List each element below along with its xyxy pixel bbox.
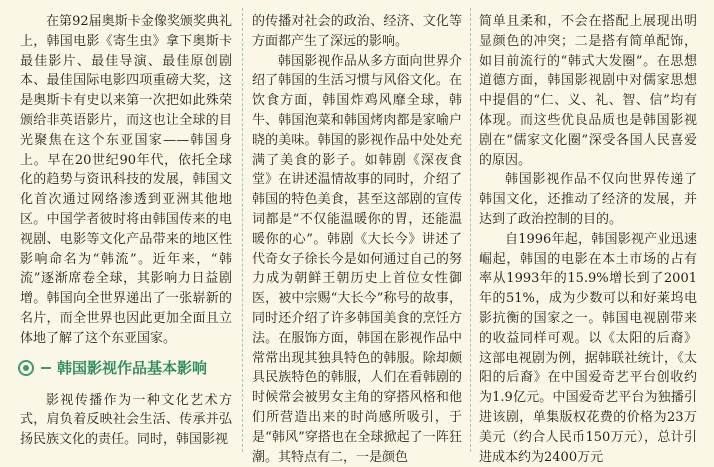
paragraph: 在第92届奥斯卡金像奖颁奖典礼上，韩国电影《寄生虫》拿下奥斯卡最佳影片、最佳导演、最佳原创剧本、最佳国际电影四项重磅大奖，这是奥斯卡有史以来第一次把如此殊荣颁给非英语影片，而这也让全球的目光聚焦在这个东亚国家——韩国身上。早在20世纪90年代，依托全球化的趋势与资讯科技的发展，韩国文化首次通过网络渗透到亚洲其他地区。中国学者彼时将由韩国传来的电视剧、电影等文化产品带来的地区性影响命名为“韩流”。近年来，“韩流”逐渐席卷全球，其影响力日益剧增。韩国向全世界递出了一张崭新的名片，而全世界也因此更加全面且立体地了解了这个东亚国家。 [20,14,232,346]
paragraph: 韩国影视作品不仅向世界传递了韩国文化，还推动了经济的发展，并达到了政治控制的目的。 [479,172,697,227]
section-heading-text: 韩国影视作品基本影响 [57,358,208,377]
text-column-2 [252,12,462,467]
text-column-1 [20,12,232,450]
paragraph: 韩国影视作品从多方面向世界介绍了韩国的生活习惯与风俗文化。在饮食方面，韩国炸鸡风靡全球，韩牛、韩国泡菜和韩国烤肉都是家喻户晓的美味。韩国的影视作品中处处充满了美食的影子。如韩剧《深夜食堂》在讲述温情故事的同时，介绍了韩国的特色美食，甚至这部剧的宣传词都是“不仅能温暖你的胃，还能温暖你的心”。韩剧《大长今》讲述了代奇女子徐长今是如何通过自己的努力成为朝鲜王朝历史上首位女性御医，被中宗赐“大长今”称号的故事，同时还介绍了许多韩国美食的烹饪方法。在服饰方面，韩国在影视作品中常常出现其独具特色的韩服。除却颇具民族特色的韩服，人们在看韩剧的时候常会被男女主角的穿搭风格和他们所营造出来的时尚感所吸引，于是“韩风”穿搭也在全球掀起了一阵狂潮。其特点有二，一是颜色 [252,53,462,465]
section-heading [18,358,232,378]
circle-dot-icon [18,360,34,376]
paragraph: 的传播对社会的政治、经济、文化等方面都产生了深远的影响。 [252,14,462,49]
text-column-3 [479,12,697,467]
dash-icon [41,367,51,369]
paragraph: 简单且柔和，不会在搭配上展现出明显颜色的冲突；二是搭有简单配饰，如目前流行的“韩式大发圈”。在思想道德方面，韩国影视剧中对儒家思想中提倡的“仁、义、礼、智、信”均有体现。而这些优良品质也是韩国影视剧在“儒家文化圈”深受各国人民喜爱的原因。 [479,14,697,168]
paragraph: 自1996年起，韩国影视产业迅速崛起，韩国的电影在本土市场的占有率从1993年的15.9%增长到了2001年的51%，成为少数可以和好莱坞电影抗衡的国家之一。韩国电视剧带来的收益同样可观。以《太阳的后裔》这部电视剧为例，据韩联社统计，《太阳的后裔》在中国爱奇艺平台创收约为1.9亿元。中国爱奇艺平台为独播引进该剧，单集版权花费的价格为23万美元（约合人民币150万元），总计引进成本约为2400万元 [479,231,697,465]
column-divider [470,8,471,452]
column-divider [242,8,243,452]
paragraph: 影视传播作为一种文化艺术方式，肩负着反映社会生活、传承并弘扬民族文化的责任。同时，韩国影视 [20,392,232,448]
